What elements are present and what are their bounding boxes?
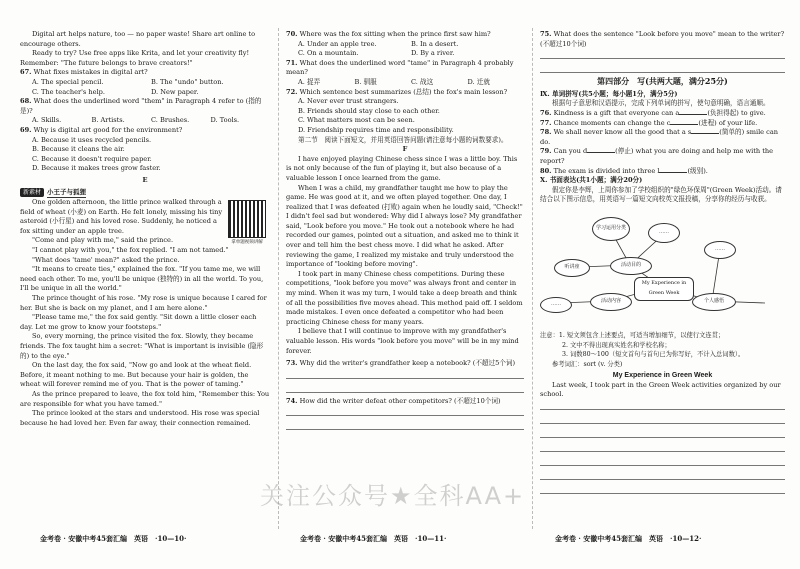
answer-line[interactable] [286,420,524,430]
column-middle [286,30,524,434]
question-68: 68. What does the underlined word "them" in Paragraph 4 refer to (指的是)? [20,97,262,115]
column-divider [532,28,533,529]
paragraph: "Come and play with me," said the prince. [32,236,174,245]
page-footer: 金考卷 · 安徽中考45套汇编 英语 ·10—12· [555,534,702,543]
qr-caption: 拿单题视频讲解 [231,239,263,245]
essay-title: My Experience in Green Week [612,372,713,380]
note-line: 2. 文中不得出现真实姓名和学校名称； [562,341,671,349]
question-74: 74. How did the writer defeat other competitors? (不超过10个词) [286,396,501,405]
paragraph: I believe that I will continue to improve with my grandfather's valuable lesson. His words "look before you move" will be in my mind forever. [286,327,519,355]
blank-input[interactable] [691,133,719,134]
column-divider [278,28,279,529]
note-line: 注意：1. 短文须包含上述要点，可适当增加细节，以使行文连贯； [540,331,725,339]
paragraph: When I was a child, my grandfather taught me how to play the game. He was good at it, and we often played together. One day, I realized that I was defeated (打败) again when he loudly said, "Check!" I didn't feel sad but wondered: Why did I always lose? My grandfather said, "Look before you move." He took out a notebook where he had recorded our games, pointed out a situation, and asked me to think it over and tell him the best chess move. I did what he asked. After reviewing the game, I realized my mistake and truly understood the importance of "looking before moving". [286,183,523,269]
paragraph: The prince looked at the stars and understood. His rose was special because he had loved her. Even far away, their connection remained. [20,409,260,427]
question-70: 70. Where was the fox sitting when the prince first saw him? [286,30,491,38]
answer-line[interactable] [286,383,524,393]
page-footer: 金考卷 · 安徽中考45套汇编 英语 ·10—11· [300,534,447,543]
options-71: A. 捉弄 B. 驯服 C. 战这 D. 迁就 [298,77,490,86]
answer-line[interactable] [540,49,785,59]
section-9-instructions: 根据句子意思和汉语提示，完成下列单词的拼写，使句意明确，语言通顺。 [552,99,770,108]
section-2-title: 第二节 阅读下面短文，并用英语回答问题(请注意每小题的词数要求)。 [298,135,508,144]
column-right [540,30,785,498]
essay-start: Last week, I took part in the Green Week activities organized by our school. [540,380,781,399]
options-72: A. Never ever trust strangers. B. Friends should stay close to each other. C. What matters most can be seen. D. Friendship requires time and responsibility. [298,97,454,134]
essay-line[interactable] [540,414,785,424]
note-line: 3. 词数80～100（短文首句与首句已为你写好，不计入总词数）。 [562,351,745,359]
passage-title: 小王子与狐狸 [47,188,86,199]
blank-input[interactable] [659,172,687,173]
spelling-item-80: 80. The exam is divided into three l (级别). [540,166,708,175]
paragraph: "It means to create ties," explained the fox. "If you tame me, we will need each other. To me, you'll be unique (独特的) in all the world. To you, I'll be unique in all the world." [20,265,264,293]
options-69: A. Because it uses recycled pencils. B. Because it cleans the air. C. Because it doesn't require paper. D. Because it makes trees grow faster. [32,135,161,173]
mind-node-sorting: 学习运用分类 [592,217,630,241]
paragraph: So, every morning, the prince visited the fox. Slowly, they became friends. The fox taught him a secret: "What is important is invisible (隐形的) to the eye." [20,332,264,360]
passage-e [20,188,270,429]
mind-map [540,209,785,327]
qr-code-icon[interactable] [228,200,266,238]
question-75: 75. What does the sentence "Look before you move" mean to the writer? (不超过10个词) [540,30,785,48]
section-10-prompt: 假定你是李辉，上周你参加了学校组织的"绿色环保周"(Green Week)活动。请结合以下图示信息，用英语写一篇短文向校英文报投稿，分享你的经历与收获。 [540,185,782,204]
options-70: A. Under an apple tree. B. In a desert. C. On a mountain. D. By a river. [298,39,459,58]
essay-line[interactable] [540,470,785,480]
intro-line: Ready to try? Use free apps like Krita, and let your creativity fly! Remember: "The future belongs to brave creators!" [20,49,250,67]
spelling-item-78: 78. We shall never know all the good that a s (简单的) smile can do. [540,128,779,146]
mind-node-center: My Experience in Green Week [634,277,694,301]
paragraph: "What does 'tame' mean?" asked the prince. [32,255,180,264]
spelling-item-79: 79. Can you d (停止) what you are doing and help me with the report? [540,147,774,165]
blank-input[interactable] [670,124,698,125]
paragraph: One golden afternoon, the little prince walked through a field of wheat (小麦) on Earth. He felt lonely, missing his tiny asteroid (小行星) and his loved rose. Suddenly, he noticed a fox sitting under an apple tree. [20,198,223,235]
watermark: 关注公众号★全科AA+ [260,482,526,510]
paragraph: The prince thought of his rose. "My rose is unique because I cared for her. But she is back on my planet, and I am here alone." [20,294,267,312]
mind-node-reflection: 个人感悟 [692,293,736,311]
part-4-title: 第四部分 写(共两大题，满分25分) [597,76,728,87]
options-67: A. The special pencil. B. The "undo" button. C. The teacher's help. D. New paper. [32,77,224,96]
paragraph: I took part in many Chinese chess competitions. During these competitions, "look before you move" was always front and center in my mind. When it was my turn, I would take a deep breath and think of all the possibilities five moves ahead. This method paid off. I seldom made mistakes. I even once defeated a competitor who had been practicing Chinese chess for many years. [286,269,523,326]
essay-line[interactable] [540,428,785,438]
paragraph: "Please tame me," the fox said gently. "Sit down a little closer each day. Let me grow to know your footsteps." [20,313,257,331]
essay-line[interactable] [540,484,785,494]
intro-line: Digital art helps nature, too — no paper waste! Share art online to encourage others. [20,30,256,48]
paragraph: I have enjoyed playing Chinese chess since I was a little boy. This is not only because of the fun of playing it, but also because of a valuable lesson I once learned from the game. [286,154,518,182]
essay-line[interactable] [540,442,785,452]
answer-line[interactable] [286,406,524,416]
note-line: 参考词汇：sort (v. 分类) [552,360,623,368]
mind-node-content: 活动内容 [590,293,632,311]
mind-node-extra: …… [704,241,736,259]
question-72: 72. Which sentence best summarizes (总结) the fox's main lesson? [286,87,508,96]
column-left [20,30,270,428]
question-73: 73. Why did the writer's grandfather keep a notebook? (不超过5个词) [286,359,516,368]
essay-line[interactable] [540,400,785,410]
question-71: 71. What does the underlined word "tame" in Paragraph 4 probably mean? [286,58,514,77]
options-68: A. Skills. B. Artists. C. Brushes. D. Tools. [32,116,240,125]
question-67: 67. What fixes mistakes in digital art? [20,68,148,77]
answer-line[interactable] [286,369,524,379]
section-10-title: Ⅹ. 书面表达(共1小题；满分20分) [540,176,643,185]
section-letter: E [142,175,148,184]
blank-input[interactable] [587,152,615,153]
mind-node-extra: …… [648,223,680,243]
page-footer: 金考卷 · 安徽中考45套汇编 英语 ·10—10· [40,534,187,543]
blank-input[interactable] [679,114,707,115]
mind-node-purpose: 活动目的 [610,257,652,275]
essay-line[interactable] [540,456,785,466]
paragraph: On the last day, the fox said, "Now go and look at the wheat field. Before, it meant nothing to me. But because your hair is golden, the wheat will forever remind me of you. That is the power of taming." [20,361,252,389]
paragraph: "I cannot play with you," the fox replied. "I am not tamed." [32,246,229,255]
mind-node-extra: …… [540,297,572,313]
spelling-item-77: 77. Chance moments can change the c (进程) of your life. [540,118,758,127]
section-letter: F [402,145,408,154]
question-69: 69. Why is digital art good for the environment? [20,125,183,134]
answer-line[interactable] [540,63,785,73]
new-material-badge: 新素材 [20,188,44,198]
spelling-item-76: 76. Kindness is a gift that everyone can a (负担得起) to give. [540,108,766,117]
paragraph: As the prince prepared to leave, the fox told him, "Remember this: You are responsible for what you have tamed." [20,389,270,408]
section-9-title: Ⅸ. 单词拼写(共5小题；每小题1分，满分5分) [540,89,678,98]
mind-node-lecture: 听讲座 [554,259,590,277]
